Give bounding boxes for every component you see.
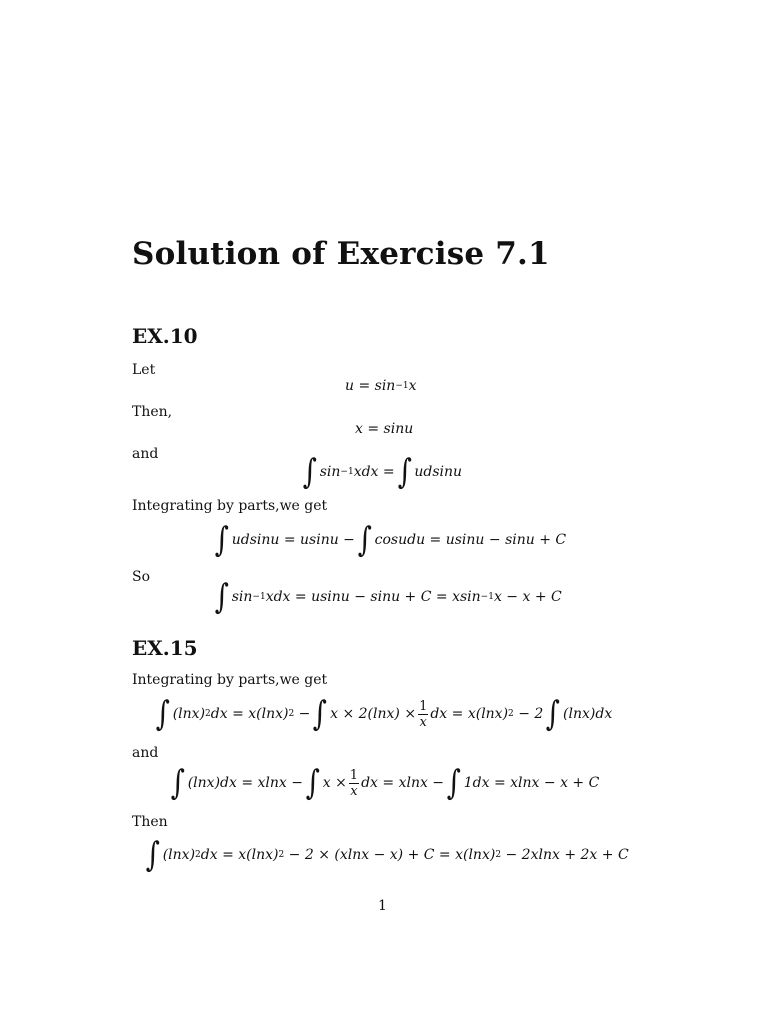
eq-part: x × 2(lnx) ×	[330, 706, 417, 722]
fraction-numerator: 1	[349, 767, 359, 783]
eq-part: (lnx)	[162, 847, 196, 863]
integral-sign-icon: ∫	[214, 520, 229, 560]
text-and-2: and	[132, 745, 159, 761]
eq-part: xdx =	[353, 464, 395, 480]
page-number: 1	[378, 898, 387, 914]
integral-sign-icon: ∫	[546, 694, 561, 734]
eq-sup: −1	[340, 467, 354, 477]
equation-integral-setup	[300, 452, 463, 492]
fraction-denominator: x	[350, 783, 358, 799]
equation-by-parts	[212, 520, 567, 560]
eq-part: x − x + C	[493, 589, 562, 605]
eq-part: udsinu = usinu −	[231, 532, 355, 548]
text-integrating-by-parts-2: Integrating by parts,we get	[132, 672, 328, 688]
eq-part: − 2xlnx + 2x + C	[505, 847, 629, 863]
eq-part: (lnx)dx	[563, 706, 613, 722]
fraction-numerator: 1	[419, 698, 428, 714]
eq-part: cosudu = usinu − sinu + C	[374, 532, 567, 548]
text-and: and	[132, 446, 159, 462]
eq-part: (lnx)	[172, 706, 206, 722]
eq-part: u = sin	[345, 378, 396, 394]
eq-part: sin	[231, 589, 253, 605]
text-let: Let	[132, 362, 156, 378]
page-title: Solution of Exercise 7.1	[132, 236, 550, 272]
eq-sup: 2	[195, 850, 201, 860]
equation-result-ex15	[143, 835, 629, 875]
eq-part: 1dx = xlnx − x + C	[463, 775, 600, 791]
equation-lnx-parts	[168, 763, 600, 803]
integral-sign-icon: ∫	[446, 763, 461, 803]
eq-sup: −1	[252, 592, 266, 602]
section-heading-ex15: EX.15	[132, 636, 198, 660]
eq-part: x ×	[322, 775, 347, 791]
equation-lnx-squared-parts	[153, 694, 613, 734]
integral-sign-icon: ∫	[397, 452, 412, 492]
equation-result-ex10	[212, 577, 562, 617]
eq-part: − 2	[518, 706, 544, 722]
fraction-denominator: x	[419, 714, 427, 730]
text-then: Then,	[132, 404, 173, 420]
eq-part: xdx = usinu − sinu + C = xsin	[265, 589, 481, 605]
fraction	[418, 700, 428, 729]
eq-sup: 2	[278, 850, 285, 860]
eq-part: x = sinu	[355, 421, 414, 437]
integral-sign-icon: ∫	[170, 763, 185, 803]
eq-part: x	[408, 378, 417, 394]
eq-sup: 2	[288, 709, 295, 719]
eq-part: −	[298, 706, 311, 722]
equation-u-def	[345, 378, 417, 394]
integral-sign-icon: ∫	[302, 452, 317, 492]
equation-x-def	[355, 421, 413, 437]
eq-sup: 2	[508, 709, 514, 719]
eq-sup: 2	[495, 850, 502, 860]
text-so: So	[132, 569, 151, 585]
section-heading-ex10: EX.10	[132, 324, 198, 348]
eq-sup: 2	[205, 709, 211, 719]
eq-sup: −1	[480, 592, 494, 602]
eq-part: dx = xlnx −	[361, 775, 445, 791]
integral-sign-icon: ∫	[155, 694, 170, 734]
eq-sup: −1	[395, 381, 409, 391]
integral-sign-icon: ∫	[313, 694, 328, 734]
integral-sign-icon: ∫	[145, 835, 160, 875]
integral-sign-icon: ∫	[357, 520, 372, 560]
eq-part: (lnx)dx = xlnx −	[187, 775, 303, 791]
integral-sign-icon: ∫	[305, 763, 320, 803]
fraction	[349, 769, 359, 798]
eq-part: dx = x(lnx)	[430, 706, 509, 722]
eq-part: − 2 × (xlnx − x) + C = x(lnx)	[288, 847, 496, 863]
eq-part: dx = x(lnx)	[200, 847, 279, 863]
eq-part: udsinu	[414, 464, 463, 480]
eq-part: dx = x(lnx)	[210, 706, 289, 722]
eq-part: sin	[319, 464, 341, 480]
integral-sign-icon: ∫	[214, 577, 229, 617]
text-then-2: Then	[132, 814, 168, 830]
text-integrating-by-parts: Integrating by parts,we get	[132, 498, 328, 514]
